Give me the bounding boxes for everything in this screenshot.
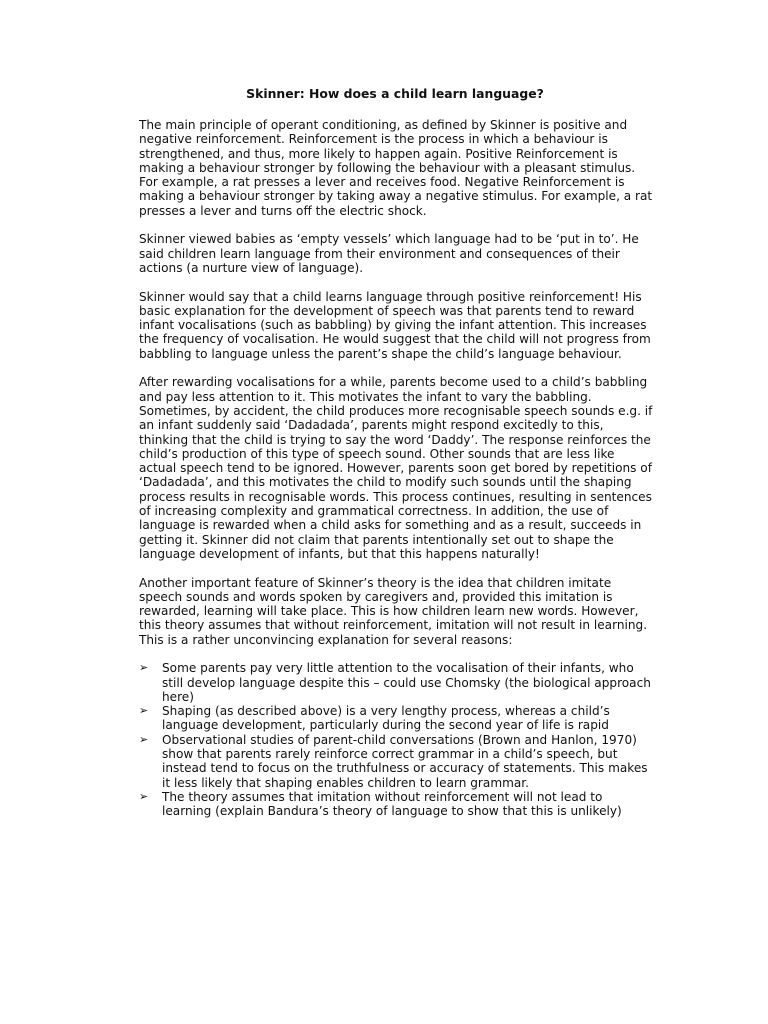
paragraph-positive-reinforcement: Skinner would say that a child learns language through positive reinforcement! His basic explanation for the development of speech was that parents tend to reward infant vocalisations (such as babbling) by giving the infant attention. This increases the frequency of vocalisation. He would suggest that the child will not progress from babbling to language unless the parent’s shape the child’s language behaviour. <box>139 289 651 361</box>
paragraph-imitation: Another important feature of Skinner’s theory is the idea that children imitate speech sounds and words spoken by caregivers and, provided this imitation is rewarded, learning will take place. This is how children learn new words. However, this theory assumes that without reinforcement, imitation will not result in learning. This is a rather unconvincing explanation for several reasons: <box>139 575 648 647</box>
paragraph-empty-vessels: Skinner viewed babies as ‘empty vessels’ which language had to be ‘put in to’. He said children learn language from their environment and consequences of their actions (a nurture view of language). <box>139 232 639 275</box>
list-item <box>139 790 654 819</box>
arrow-bullet-icon: ➢ <box>139 661 149 675</box>
list-item <box>139 661 654 704</box>
list-item-text: Some parents pay very little attention to the vocalisation of their infants, who still develop language despite this – could use Chomsky (the biological approach here) <box>162 661 651 704</box>
arrow-bullet-icon: ➢ <box>139 789 149 803</box>
list-item-text: Shaping (as described above) is a very lengthy process, whereas a child’s language development, particularly during the second year of life is rapid <box>162 704 610 733</box>
list-item <box>139 704 654 733</box>
arrow-bullet-icon: ➢ <box>139 732 149 746</box>
list-item-text: Observational studies of parent-child conversations (Brown and Hanlon, 1970) show that parents rarely reinforce correct grammar in a child’s speech, but instead tend to focus on the truthfulness or accuracy of statements. This makes it less likely that shaping enables children to learn grammar. <box>162 732 648 790</box>
arrow-bullet-icon: ➢ <box>139 704 149 718</box>
list-item <box>139 733 654 790</box>
page-title: Skinner: How does a child learn language? <box>246 86 544 101</box>
document-body <box>139 118 654 819</box>
criticism-list <box>139 661 654 818</box>
paragraph-operant-conditioning: The main principle of operant conditioning, as defined by Skinner is positive and negative reinforcement. Reinforcement is the process in which a behaviour is strengthened, and thus, more likely to happen again. Positive Reinforcement is making a behaviour stronger by following the behaviour with a pleasant stimulus. For example, a rat presses a lever and receives food. Negative Reinforcement is making a behaviour stronger by taking away a negative stimulus. For example, a rat presses a lever and turns off the electric shock. <box>139 118 653 218</box>
list-item-text: The theory assumes that imitation without reinforcement will not lead to learning (explain Bandura’s theory of language to show that this is unlikely) <box>162 789 622 819</box>
paragraph-shaping-process: After rewarding vocalisations for a while, parents become used to a child’s babbling and pay less attention to it. This motivates the infant to vary the babbling. Sometimes, by accident, the child produces more recognisable speech sounds e.g. if an infant suddenly said ‘Dadadada’, parents might respond excitedly to this, thinking that the child is trying to say the word ‘Daddy’. The response reinforces the child’s production of this type of speech sound. Other sounds that are less like actual speech tend to be ignored. However, parents soon get bored by repetitions of ‘Dadadada’, and this motivates the child to modify such sounds until the shaping process results in recognisable words. This process continues, resulting in sentences of increasing complexity and grammatical correctness. In addition, the use of language is rewarded when a child asks for something and as a result, succeeds in getting it. Skinner did not claim that parents intentionally set out to shape the language development of infants, but that this happens naturally! <box>139 375 653 561</box>
